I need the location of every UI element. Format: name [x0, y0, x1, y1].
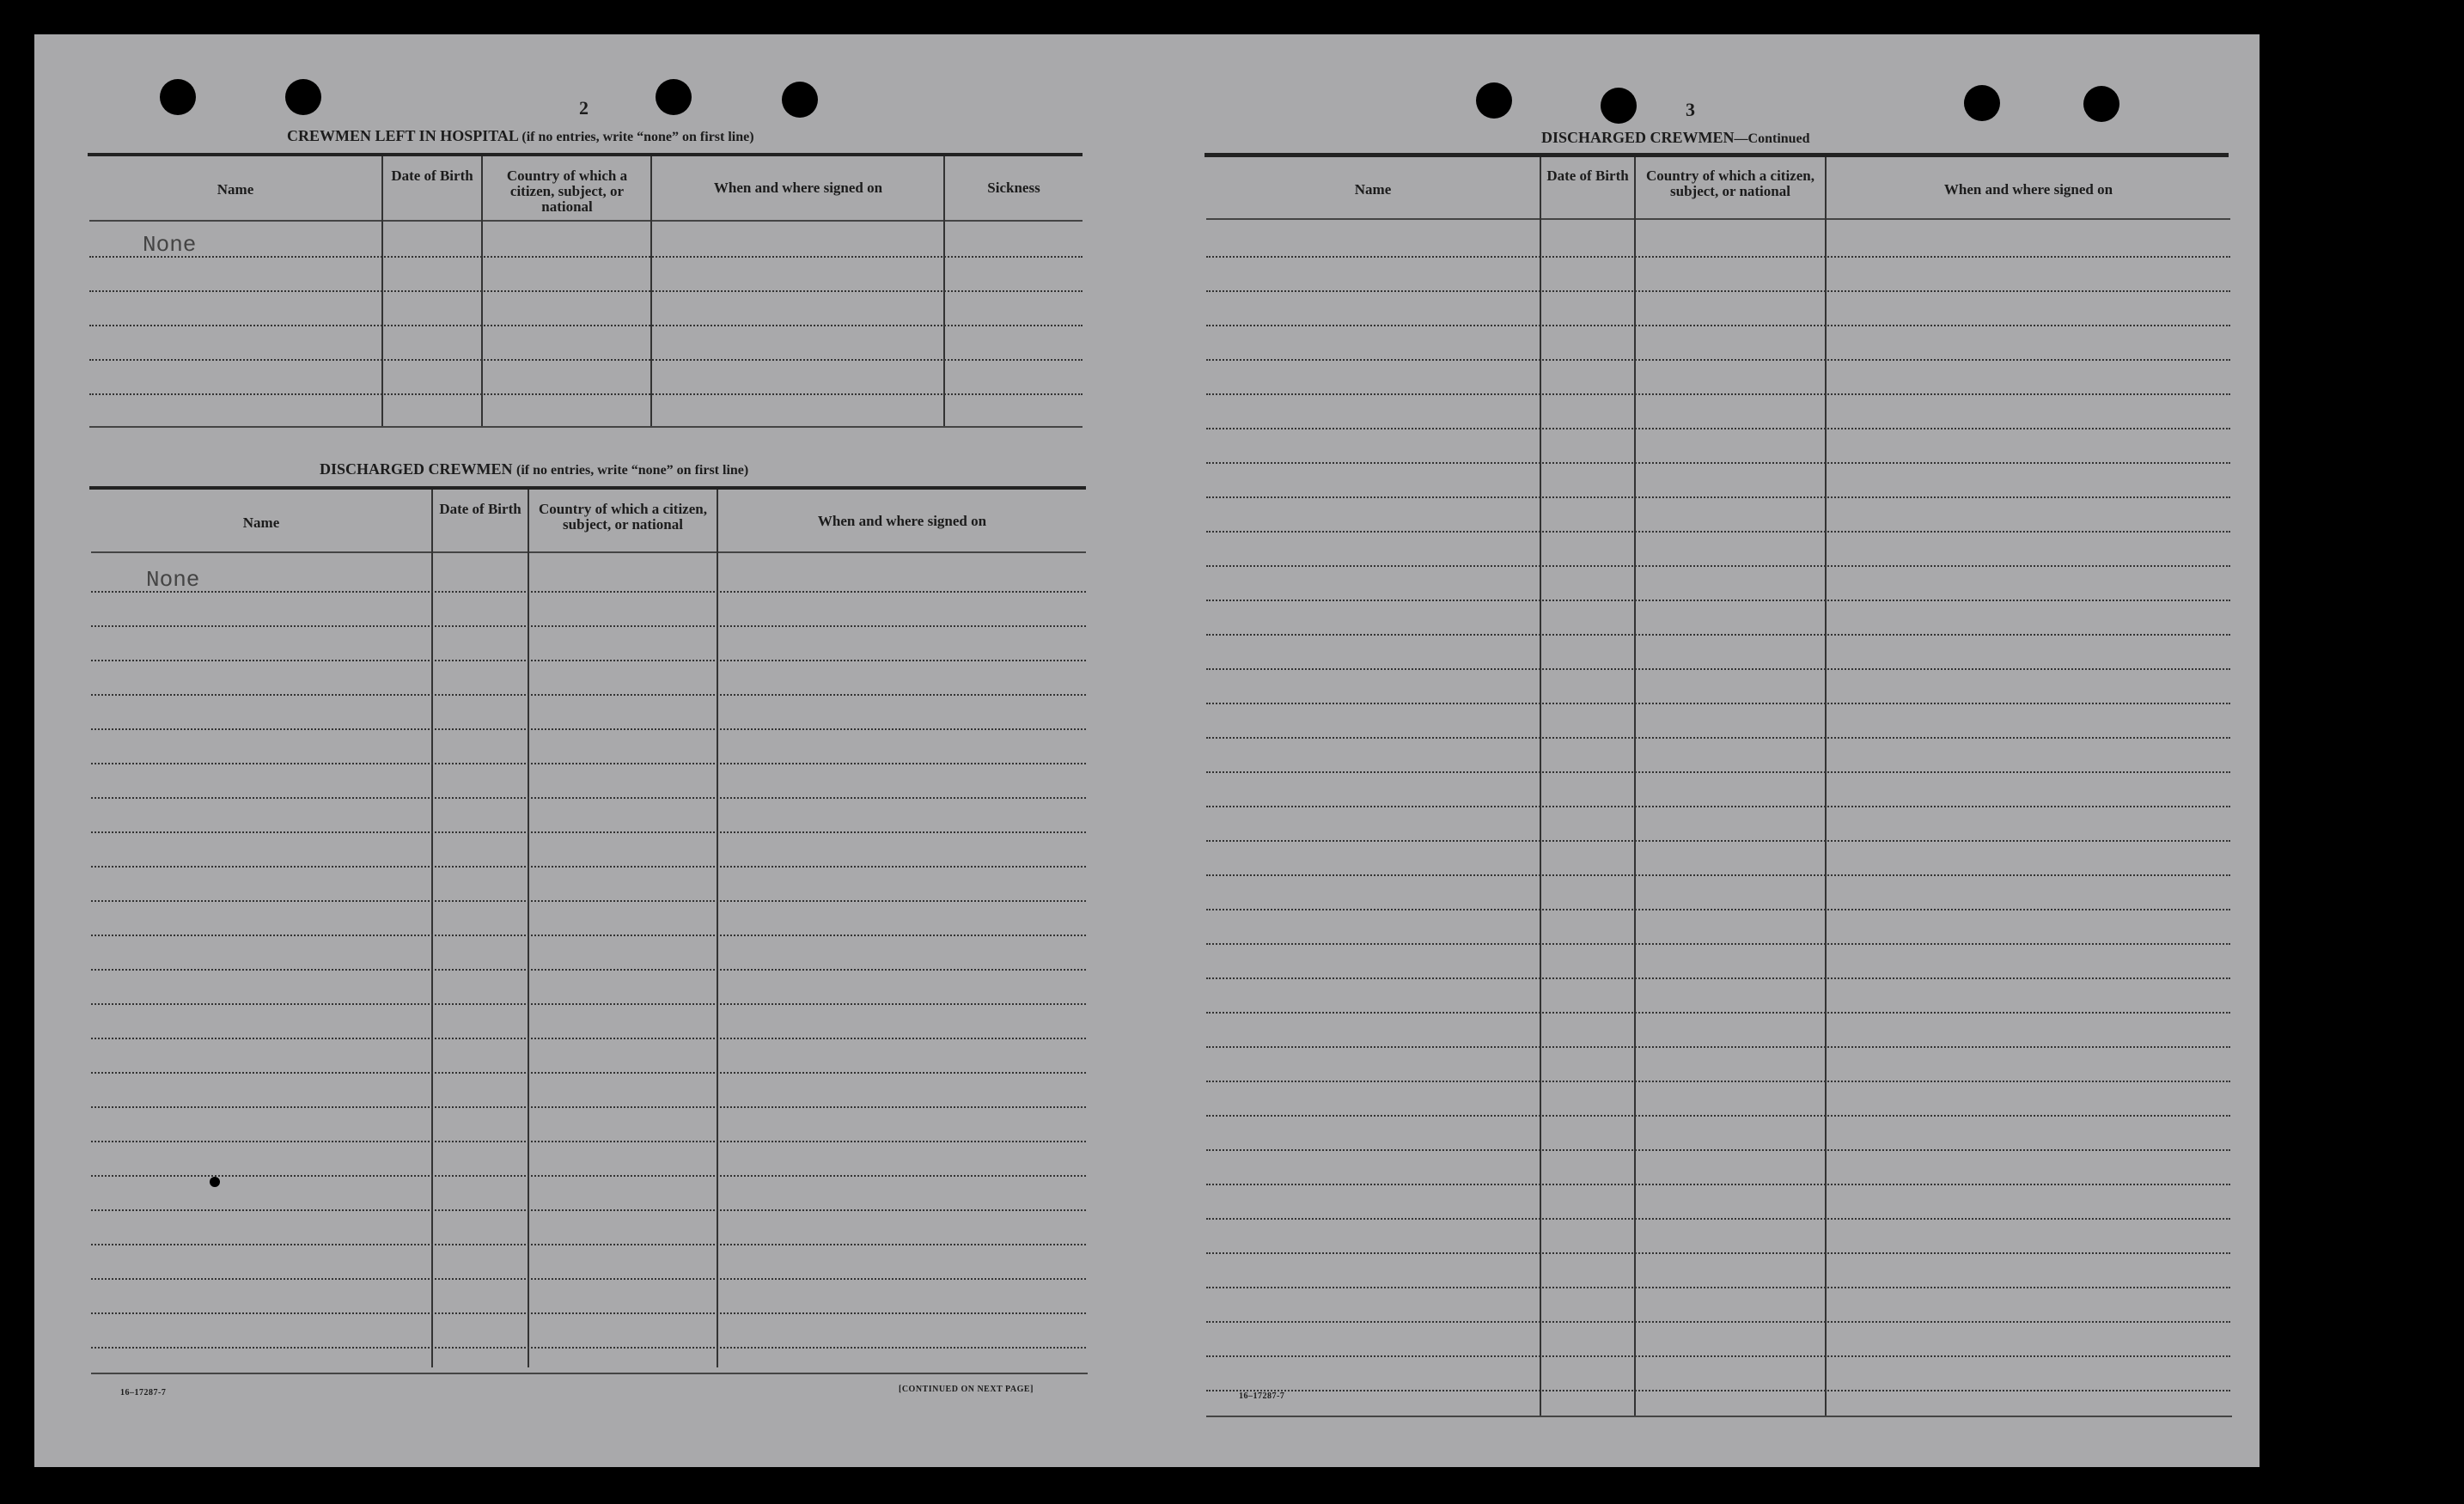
right-row-line [1206, 290, 2230, 292]
discharged-header-rule [91, 551, 1086, 553]
discharged-col-signed-on: When and where signed on [817, 513, 987, 529]
discharged-row-line [91, 969, 1086, 971]
hospital-title-note: (if no entries, write “none” on first line) [521, 130, 754, 144]
right-bottom-rule [1206, 1416, 2232, 1417]
discharged-first-entry: None [146, 567, 200, 593]
discharged-section-title [320, 460, 748, 478]
right-col-name: Name [1354, 181, 1392, 198]
right-row-line [1206, 909, 2230, 910]
continued-title-text: DISCHARGED CREWMEN [1541, 129, 1735, 146]
hospital-title-text: CREWMEN LEFT IN HOSPITAL [287, 127, 518, 144]
hospital-row-line [89, 359, 1083, 361]
discharged-row-line [91, 797, 1086, 799]
discharged-title-text: DISCHARGED CREWMEN [320, 460, 513, 478]
right-row-line [1206, 359, 2230, 361]
continued-title-suffix: —Continued [1734, 131, 1810, 146]
discharged-row-line [91, 728, 1086, 730]
right-col-signed-on: When and where signed on [1943, 181, 2113, 198]
discharged-row-line [91, 1347, 1086, 1349]
hospital-col-signed-on: When and where signed on [713, 180, 883, 196]
discharged-row-line [91, 1003, 1086, 1005]
right-row-line [1206, 771, 2230, 773]
discharged-row-line [91, 1278, 1086, 1280]
right-col-divider [1825, 157, 1827, 1416]
discharged-row-line [91, 591, 1086, 593]
punch-hole [285, 79, 321, 115]
right-row-line [1206, 1149, 2230, 1151]
discharged-row-line [91, 1038, 1086, 1039]
discharged-row-line [91, 1312, 1086, 1314]
discharged-row-line [91, 1175, 1086, 1177]
right-col-divider [1634, 157, 1636, 1416]
discharged-row-line [91, 625, 1086, 627]
hospital-row-line [89, 256, 1083, 258]
punch-hole [1601, 88, 1637, 124]
page-number-right: 3 [1686, 99, 1695, 120]
ink-speck [210, 1177, 220, 1187]
right-row-line [1206, 565, 2230, 567]
hospital-col-divider [943, 156, 945, 428]
right-row-line [1206, 840, 2230, 842]
punch-hole [782, 82, 818, 118]
punch-hole [160, 79, 196, 115]
punch-hole [656, 79, 692, 115]
right-row-line [1206, 1081, 2230, 1082]
right-row-line [1206, 462, 2230, 464]
hospital-header-rule [89, 220, 1083, 222]
discharged-row-line [91, 866, 1086, 868]
hospital-section-title [287, 127, 754, 145]
discharged-title-note: (if no entries, write “none” on first line) [516, 463, 749, 478]
right-row-line [1206, 1115, 2230, 1117]
discharged-col-divider [717, 490, 718, 1367]
hospital-row-line [89, 325, 1083, 326]
right-col-divider [1540, 157, 1541, 1416]
right-row-line [1206, 1046, 2230, 1048]
hospital-table-top-rule [88, 153, 1083, 156]
hospital-col-divider [481, 156, 483, 428]
discharged-table-top-rule [89, 486, 1086, 490]
right-row-line [1206, 1218, 2230, 1220]
right-table-top-rule [1205, 153, 2229, 157]
right-row-line [1206, 531, 2230, 533]
form-number-left: 16–17287-7 [120, 1388, 167, 1397]
right-row-line [1206, 668, 2230, 670]
right-row-line [1206, 634, 2230, 636]
right-row-line [1206, 874, 2230, 876]
right-row-line [1206, 600, 2230, 601]
continued-section-title [1541, 129, 1810, 147]
right-row-line [1206, 496, 2230, 498]
right-row-line [1206, 737, 2230, 739]
right-row-line [1206, 943, 2230, 945]
right-row-line [1206, 1252, 2230, 1254]
right-col-dob: Date of Birth [1546, 167, 1629, 184]
right-row-line [1206, 393, 2230, 395]
discharged-row-line [91, 935, 1086, 936]
scan-speck [2428, 984, 2431, 988]
right-row-line [1206, 256, 2230, 258]
right-row-line [1206, 325, 2230, 326]
punch-hole [1964, 85, 2000, 121]
right-row-line [1206, 1355, 2230, 1357]
discharged-col-name: Name [242, 515, 280, 531]
punch-hole [2083, 86, 2119, 122]
discharged-row-line [91, 1141, 1086, 1142]
hospital-col-sickness: Sickness [987, 180, 1040, 196]
discharged-row-line [91, 1244, 1086, 1245]
discharged-bottom-rule [91, 1373, 1088, 1374]
right-row-line [1206, 806, 2230, 807]
discharged-row-line [91, 900, 1086, 902]
right-row-line [1206, 1287, 2230, 1288]
scan-speck [2266, 144, 2270, 148]
discharged-col-divider [528, 490, 529, 1367]
right-row-line [1206, 703, 2230, 704]
discharged-row-line [91, 1106, 1086, 1108]
discharged-row-line [91, 1209, 1086, 1211]
discharged-col-dob: Date of Birth [439, 501, 521, 517]
hospital-bottom-rule [89, 426, 1083, 428]
discharged-row-line [91, 1072, 1086, 1074]
discharged-col-country: Country of which a citizen, subject, or national [539, 501, 707, 533]
right-header-rule [1206, 218, 2230, 220]
right-row-line [1206, 977, 2230, 979]
hospital-row-line [89, 290, 1083, 292]
hospital-row-line [89, 393, 1083, 395]
hospital-col-dob: Date of Birth [391, 167, 473, 184]
page-number-left: 2 [579, 97, 589, 119]
right-row-line [1206, 1184, 2230, 1185]
right-row-line [1206, 1012, 2230, 1014]
discharged-row-line [91, 694, 1086, 696]
hospital-col-name: Name [217, 181, 254, 198]
discharged-row-line [91, 660, 1086, 661]
form-number-right: 16–17287-7 [1239, 1391, 1285, 1401]
discharged-col-divider [431, 490, 433, 1367]
right-col-country: Country of which a citizen, subject, or national [1646, 167, 1814, 199]
hospital-first-entry: None [143, 232, 197, 258]
document-sheet [34, 34, 2260, 1467]
discharged-row-line [91, 763, 1086, 764]
right-row-line [1206, 1390, 2230, 1391]
right-row-line [1206, 428, 2230, 429]
hospital-col-divider [650, 156, 652, 428]
continued-note: [CONTINUED ON NEXT PAGE] [899, 1385, 1034, 1394]
hospital-col-country: Country of which a citizen, subject, or national [506, 167, 628, 215]
right-row-line [1206, 1321, 2230, 1323]
discharged-row-line [91, 831, 1086, 833]
punch-hole [1476, 82, 1512, 119]
hospital-col-divider [381, 156, 383, 428]
